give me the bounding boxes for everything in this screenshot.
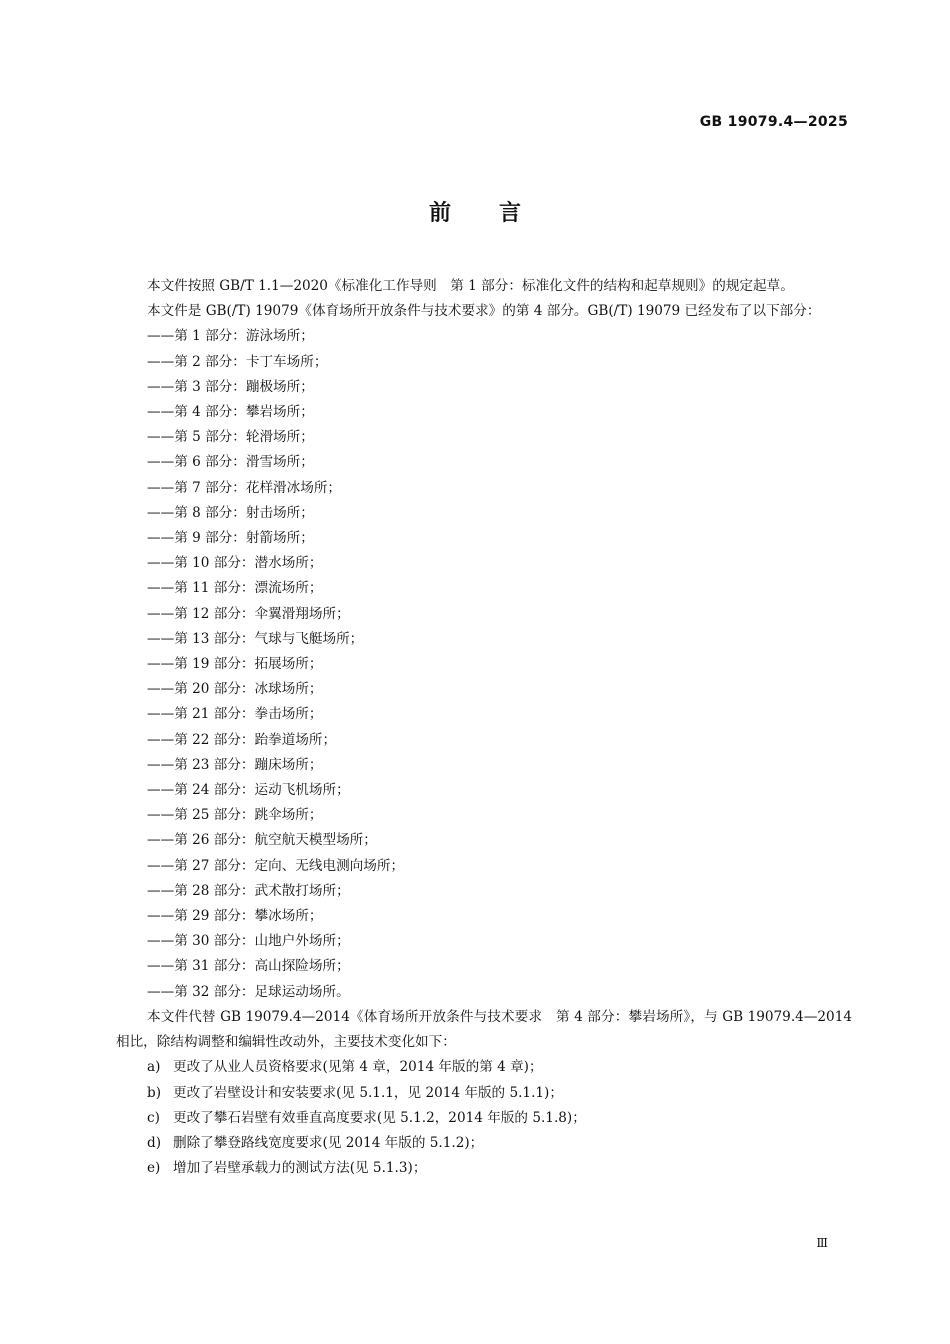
document-body (116, 274, 852, 1181)
parts-list-item: ——第 1 部分：游泳场所； (147, 328, 314, 345)
parts-list-item: ——第 19 部分：拓展场所； (147, 656, 323, 673)
parts-list-item: ——第 2 部分：卡丁车场所； (147, 353, 328, 370)
change-marker: c) (147, 1109, 160, 1126)
change-text: 更改了从业人员资格要求(见第 4 章，2014 年版的第 4 章)； (173, 1059, 543, 1076)
change-item (116, 1081, 852, 1106)
change-text: 更改了攀石岩壁有效垂直高度要求(见 5.1.2，2014 年版的 5.1.8)； (173, 1109, 586, 1126)
parts-list-item: ——第 24 部分：运动飞机场所； (147, 782, 350, 799)
change-text: 更改了岩壁设计和安装要求(见 5.1.1，见 2014 年版的 5.1.1)； (173, 1084, 563, 1101)
parts-list-item: ——第 22 部分：跆拳道场所； (147, 731, 337, 748)
parts-list-item: ——第 12 部分：伞翼滑翔场所； (147, 605, 350, 622)
parts-list-item: ——第 20 部分：冰球场所； (147, 681, 323, 698)
changes-list (116, 1055, 852, 1181)
change-item (116, 1156, 852, 1181)
parts-list-item: ——第 6 部分：滑雪场所； (147, 454, 314, 471)
change-item (116, 1131, 852, 1156)
parts-list-item: ——第 3 部分：蹦极场所； (147, 378, 314, 395)
parts-list (116, 324, 852, 1004)
parts-list-item: ——第 28 部分：武术散打场所； (147, 882, 350, 899)
parts-list-item: ——第 7 部分：花样滑冰场所； (147, 479, 342, 496)
change-marker: b) (147, 1084, 162, 1101)
change-text: 增加了岩壁承载力的测试方法(见 5.1.3)； (173, 1160, 427, 1177)
parts-list-item: ——第 5 部分：轮滑场所； (147, 429, 314, 446)
intro-paragraph-1: 本文件按照 GB/T 1.1—2020《标准化工作导则 第 1 部分：标准化文件的结构和起草规则》的规定起草。 (147, 278, 794, 294)
parts-list-item: ——第 32 部分：足球运动场所。 (147, 983, 350, 1000)
parts-list-item: ——第 23 部分：蹦床场所； (147, 756, 323, 773)
change-marker: a) (147, 1059, 161, 1076)
replacement-paragraph: 本文件代替 GB 19079.4—2014《体育场所开放条件与技术要求 第 4 部分：攀岩场所》，与 GB 19079.4—2014 相比，除结构调整和编辑性改动外，主要技术变化如下： (116, 1008, 852, 1051)
page-number: Ⅲ (816, 1236, 828, 1250)
parts-list-item: ——第 21 部分：拳击场所； (147, 706, 323, 723)
intro-paragraph-2: 本文件是 GB(/T) 19079《体育场所开放条件与技术要求》的第 4 部分。GB(/T) 19079 已经发布了以下部分： (147, 303, 821, 320)
parts-list-item: ——第 31 部分：高山探险场所； (147, 958, 350, 975)
parts-list-item: ——第 13 部分：气球与飞艇场所； (147, 630, 364, 647)
change-marker: e) (147, 1160, 161, 1177)
page-title: 前言 (428, 201, 569, 226)
parts-list-item: ——第 25 部分：跳伞场所； (147, 807, 323, 824)
parts-list-item: ——第 8 部分：射击场所； (147, 504, 314, 521)
parts-list-item: ——第 10 部分：潜水场所； (147, 555, 323, 572)
parts-list-item: ——第 9 部分：射箭场所； (147, 530, 314, 547)
change-item (116, 1055, 852, 1080)
change-item (116, 1106, 852, 1131)
parts-list-item: ——第 26 部分：航空航天模型场所； (147, 832, 377, 849)
parts-list-item: ——第 11 部分：漂流场所； (147, 580, 323, 597)
change-text: 删除了攀登路线宽度要求(见 2014 年版的 5.1.2)； (173, 1134, 484, 1151)
change-marker: d) (147, 1134, 162, 1151)
parts-list-item: ——第 27 部分：定向、无线电测向场所； (147, 857, 405, 874)
standard-number: GB 19079.4—2025 (699, 114, 848, 130)
parts-list-item: ——第 4 部分：攀岩场所； (147, 404, 314, 421)
parts-list-item: ——第 30 部分：山地户外场所； (147, 933, 350, 950)
parts-list-item: ——第 29 部分：攀冰场所； (147, 908, 323, 925)
